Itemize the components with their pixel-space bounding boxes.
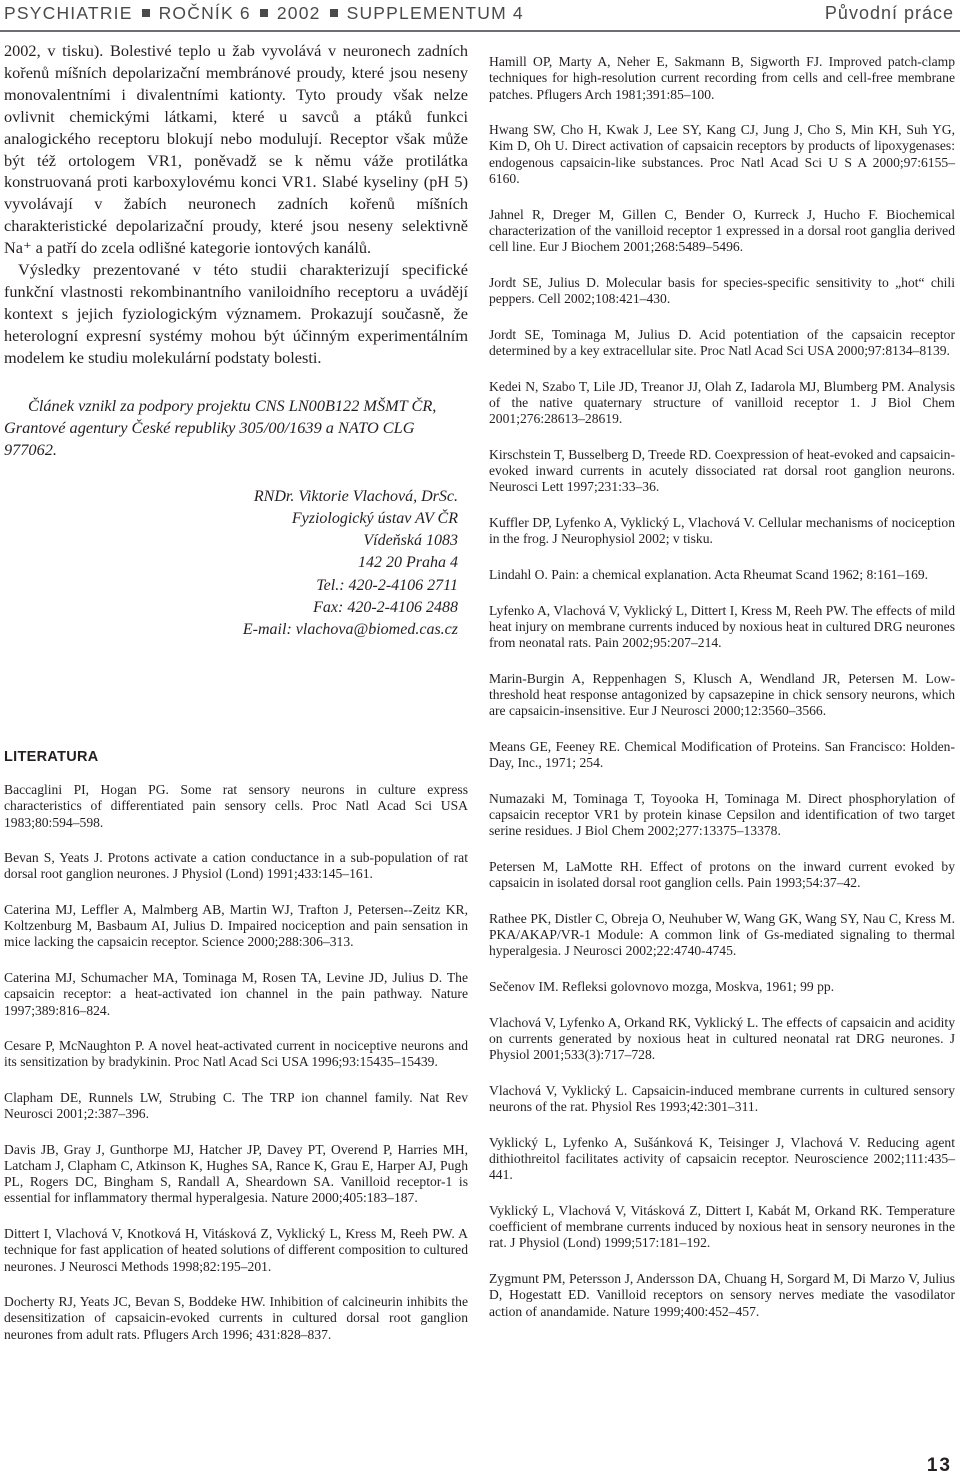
journal-name: PSYCHIATRIE [4,3,133,23]
reference-item: Hwang SW, Cho H, Kwak J, Lee SY, Kang CJ, Jung J, Cho S, Min KH, Suh YG, Kim D, Oh U. Direct activation of capsaicin receptors by products of lipoxygenases: endogenous capsaicin-like substances. Proc Natl Acad Sci U S A 2000;97:6155–6160. [489,122,955,187]
reference-item: Hamill OP, Marty A, Neher E, Sakmann B, Sigworth FJ. Improved patch-clamp techniques for high-resolution current recording from cells and cell-free membrane patches. Pflugers Arch 1981;391:85–100. [489,54,955,102]
reference-item: Rathee PK, Distler C, Obreja O, Neuhuber W, Wang GK, Wang SY, Nau C, Kress M. PKA/AKAP/VR-1 Module: A common link of Gs-mediated signaling to thermal hyperalgesia. J Neurosci 2002;22:4740-4745. [489,910,955,959]
literature-heading: LITERATURA [4,749,99,765]
reference-item: Clapham DE, Runnels LW, Strubing C. The TRP ion channel family. Nat Rev Neurosci 2001;2:387–396. [4,1089,468,1122]
author-institute: Fyziologický ústav AV ČR [291,509,458,527]
reference-item: Lyfenko A, Vlachová V, Vyklický L, Dittert I, Kress M, Reeh PW. The effects of mild heat injury on membrane currents induced by noxious heat in cultured DRG neurones from neonatal rats. Pain 2002;95:207–214. [489,602,955,651]
reference-item: Davis JB, Gray J, Gunthorpe MJ, Hatcher JP, Davey PT, Overend P, Harries MH, Latcham J, Clapham C, Atkinson K, Hughes SA, Rance K, Grau E, Harper AJ, Pugh PL, Rogers DC, Bingham S, Randall A, Sheardown SA. Vanilloid receptor-1 is essential for inflammatory thermal hyperalgesia. Nature 2000;405:183–187. [4,1141,468,1206]
reference-item: Caterina MJ, Schumacher MA, Tominaga M, Rosen TA, Levine JD, Julius D. The capsaicin receptor: a heat-activated ion channel in the pain pathway. Nature 1997;389:816–824. [4,969,468,1018]
author-name: RNDr. Viktorie Vlachová, DrSc. [253,487,458,505]
reference-item: Vyklický L, Vlachová V, Vitásková Z, Dittert I, Kabát M, Orkand RK. Temperature coefficient of membrane currents induced by noxious heat in sensory neurones in the rat. J Physiol (Lond) 1999;517:181–192. [489,1202,955,1251]
reference-item: Jordt SE, Julius D. Molecular basis for species-specific sensitivity to „hot“ chili peppers. Cell 2002;108:421–430. [489,274,955,307]
reference-item: Marin-Burgin A, Reppenhagen S, Klusch A, Wendland JR, Petersen M. Low-threshold heat response antagonized by capsazepine in chick sensory neurons, which are capsaicin-insensitive. Eur J Neurosci 2000;12:3560–3566. [489,670,955,719]
reference-item: Kedei N, Szabo T, Lile JD, Treanor JJ, Olah Z, Iadarola MJ, Blumberg PM. Analysis of the native quaternary structure of vanilloid receptor 1. J Biol Chem 2001;276:28613–28619. [489,378,955,427]
reference-item: Cesare P, McNaughton P. A novel heat-activated current in nociceptive neurons and its sensitization by bradykinin. Proc Natl Acad Sci USA 1996;93:15435–15439. [4,1038,468,1070]
references-left [4,782,468,1362]
page-number: 13 [926,1455,952,1476]
reference-item: Vyklický L, Lyfenko A, Sušánková K, Teisinger J, Vlachová V. Reducing agent dithiothreitol facilitates activity of capsaicin receptor. Neuroscience 2002;111:435–441. [489,1134,955,1183]
header-rule [0,30,960,32]
reference-item: Kuffler DP, Lyfenko A, Vyklický L, Vlachová V. Cellular mechanisms of nociception in the frog. J Neurophysiol 2002; v tisku. [489,515,955,547]
references-right [489,54,955,1339]
reference-item: Numazaki M, Tominaga T, Toyooka H, Tominaga M. Direct phosphorylation of capsaicin receptor VR1 by protein kinase Cepsilon and identification of two target serine residues. J Biol Chem 2002;277:13375–13378. [489,790,955,839]
reference-item: Jordt SE, Tominaga M, Julius D. Acid potentiation of the capsaicin receptor determined by a key extracellular site. Proc Natl Acad Sci USA 2000;97:8134–8139. [489,326,955,359]
square-separator-icon [260,9,268,17]
author-fax: Fax: 420-2-4106 2488 [313,599,458,617]
reference-item: Petersen M, LaMotte RH. Effect of protons on the inward current evoked by capsaicin in isolated dorsal root ganglion cells. Pain 1993;54:37–42. [489,858,955,891]
reference-item: Caterina MJ, Leffler A, Malmberg AB, Martin WJ, Trafton J, Petersen--Zeitz KR, Koltzenburg M, Basbaum AI, Julius D. Impaired nociception and pain sensation in mice lacking the capsaicin receptor. Science 2000;288:306–313. [4,901,468,950]
journal-supplement: SUPPLEMENTUM 4 [346,3,524,23]
author-tel: Tel.: 420-2-4106 2711 [316,576,458,594]
reference-item: Means GE, Feeney RE. Chemical Modification of Proteins. San Francisco: Holden-Day, Inc., 1971; 254. [489,738,955,771]
reference-item: Vlachová V, Vyklický L. Capsaicin-induced membrane currents in cultured sensory neurons of the rat. Physiol Res 1993;42:301–311. [489,1082,955,1115]
author-street: Vídeňská 1083 [363,532,458,550]
square-separator-icon [330,9,338,17]
journal-year: 2002 [276,3,321,23]
reference-item: Lindahl O. Pain: a chemical explanation. Acta Rheumat Scand 1962; 8:161–169. [489,566,929,582]
reference-item: Baccaglini PI, Hogan PG. Some rat sensory neurons in culture express characteristics of differentiated pain sensory cells. Proc Natl Acad Sci USA 1983;80:594–598. [4,782,468,830]
body-paragraph: Výsledky prezentované v této studii charakterizují specifické funkční vlastnosti rekombinantního vaniloidního receptoru a uvádějí kontext s jejich fyziologickým významem. Prokazují současně, že heterologní expresní systémy mohou být účinným experimentálním modelem ke studiu molekulární podstaty bolesti. [4,260,468,367]
reference-item: Bevan S, Yeats J. Protons activate a cation conductance in a sub-population of rat dorsal root ganglion neurones. J Physiol (Lond) 1991;433:145–161. [4,850,468,882]
section-label: Původní práce [824,3,954,23]
journal-volume: ROČNÍK 6 [158,3,251,23]
author-city: 142 20 Praha 4 [358,554,458,572]
acknowledgement: Článek vznikl za podpory projektu CNS LN00B122 MŠMT ČR, Grantové agentury České republiky 305/00/1639 a NATO CLG 977062. [4,395,437,459]
body-paragraph: 2002, v tisku). Bolestivé teplo u žab vyvolává v neuronech zadních kořenů míšních depolarizační membránové proudy, které jsou neseny monovalentními i divalentními kationty. Tyto proudy však nelze ovlivnit chemickými látkami, které u savců a ptáků funkci analogického receptoru blokují nebo modulují. Receptor však může být též ortologem VR1, poněvadž se k němu váže protilátka konstruovaná proti karboxylovému konci VR1. Slabé kyseliny (pH 5) vyvolávají v žabích neuronech zadních kořenů míšních charakteristické depolarizační proudy, které jsou neseny selektivně Na⁺ a patří do zcela odlišné kategorie iontových kanálů. [4,41,468,258]
reference-item: Kirschstein T, Busselberg D, Treede RD. Coexpression of heat-evoked and capsaicin-evoked inward currents in acutely dissociated rat dorsal root ganglion neurons. Neurosci Lett 1997;231:33–36. [489,446,955,495]
reference-item: Sečenov IM. Refleksi golovnovo mozga, Moskva, 1961; 99 pp. [489,979,835,995]
author-email: E-mail: vlachova@biomed.cas.cz [242,621,458,639]
reference-item: Dittert I, Vlachová V, Knotková H, Vitásková Z, Vyklický L, Kress M, Reeh PW. A technique for fast application of heated solutions of different composition to cultured neurones. J Neurosci Methods 1998;82:195–201. [4,1225,468,1274]
reference-item: Zygmunt PM, Petersson J, Andersson DA, Chuang H, Sorgard M, Di Marzo V, Julius D, Hogestatt ED. Vanilloid receptors on sensory nerves mediate the vasodilator action of anandamide. Nature 1999;400:452–457. [489,1271,955,1319]
reference-item: Vlachová V, Lyfenko A, Orkand RK, Vyklický L. The effects of capsaicin and acidity on currents generated by noxious heat in cultured neonatal rat DRG neurones. J Physiol 2001;533(3):717–728. [489,1014,955,1063]
journal-title [4,3,524,24]
reference-item: Jahnel R, Dreger M, Gillen C, Bender O, Kurreck J, Hucho F. Biochemical characterization of the vanilloid receptor 1 expressed in a dorsal root ganglia derived cell line. Eur J Biochem 2001;268:5489–5496. [489,206,955,255]
reference-item: Docherty RJ, Yeats JC, Bevan S, Boddeke HW. Inhibition of calcineurin inhibits the desensitization of capsaicin-evoked currents in cultured dorsal root ganglion neurones from adult rats. Pflugers Arch 1996; 431:828–837. [4,1294,468,1342]
running-header [0,0,960,30]
author-address [4,486,468,642]
left-column [4,40,468,642]
square-separator-icon [142,9,150,17]
article-body [4,40,468,369]
